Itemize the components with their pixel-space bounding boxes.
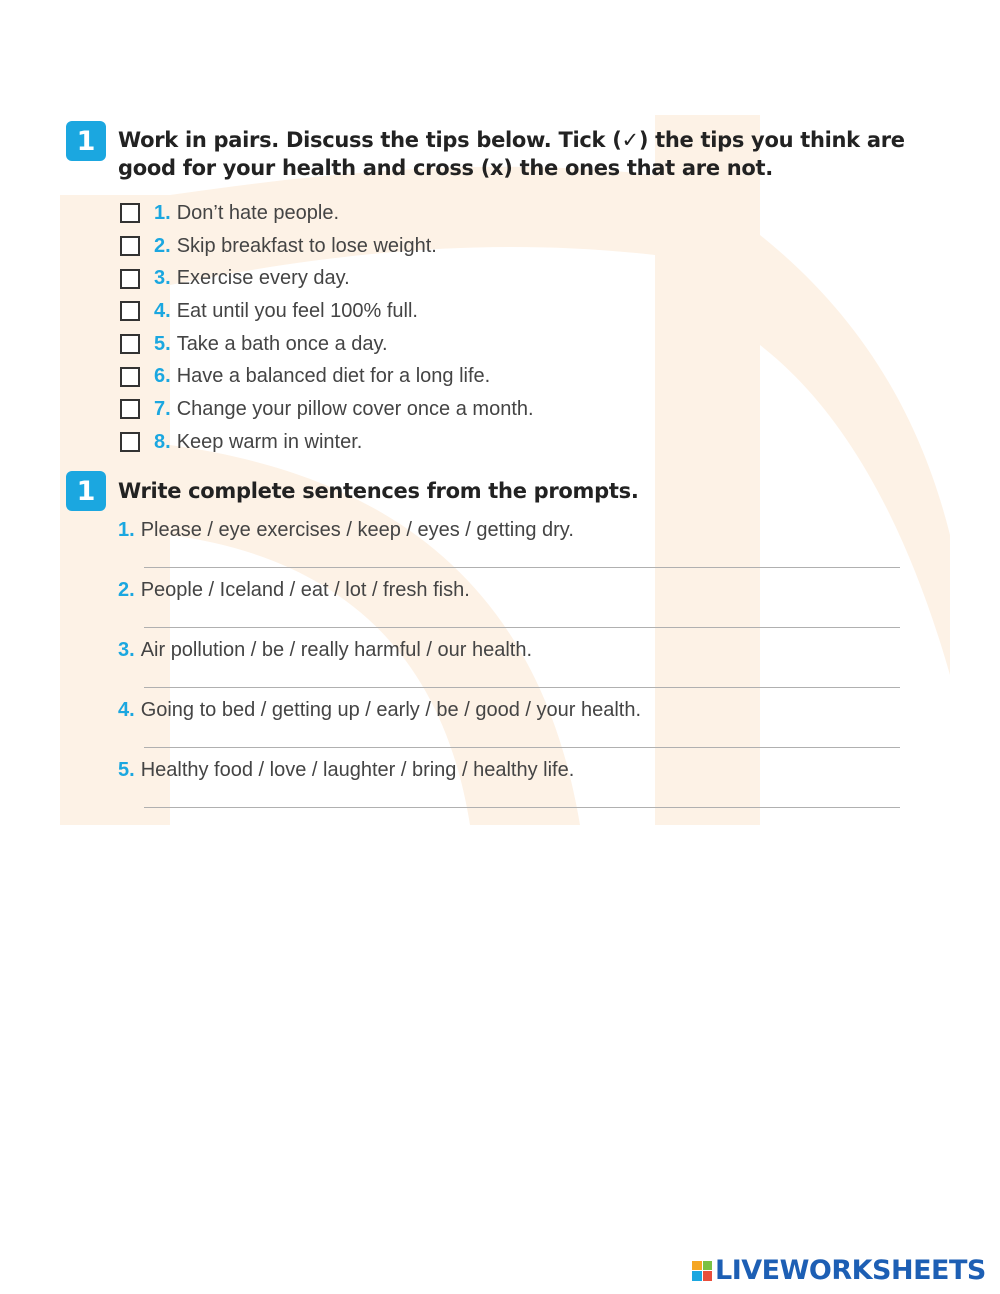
tip-number: 6. — [154, 365, 171, 388]
tip-item — [120, 426, 534, 459]
prompt-number: 4. — [118, 699, 135, 721]
prompt-text — [118, 755, 641, 785]
liveworksheets-logo — [692, 1255, 986, 1286]
tip-item — [120, 360, 534, 393]
prompt-words: Healthy food / love / laughter / bring / healthy life. — [140, 759, 575, 781]
prompt-words: Please / eye exercises / keep / eyes / getting dry. — [140, 519, 574, 541]
tip-item — [120, 393, 534, 426]
prompt-number: 3. — [118, 639, 135, 661]
tip-number: 3. — [154, 267, 171, 290]
tip-number: 8. — [154, 430, 171, 453]
tip-number: 2. — [154, 234, 171, 257]
answer-input[interactable] — [144, 747, 900, 748]
prompt-item — [118, 635, 641, 695]
tip-checkbox[interactable] — [120, 236, 140, 256]
prompt-item — [118, 695, 641, 755]
tip-checkbox[interactable] — [120, 432, 140, 452]
answer-input[interactable] — [144, 627, 900, 628]
tip-item — [120, 197, 534, 230]
tip-text: Keep warm in winter. — [176, 430, 363, 453]
prompt-item — [118, 515, 641, 575]
tip-item — [120, 230, 534, 263]
tip-item — [120, 295, 534, 328]
tip-text: Change your pillow cover once a month. — [176, 397, 534, 420]
tip-checkbox[interactable] — [120, 301, 140, 321]
tip-text: Exercise every day. — [176, 267, 350, 290]
tip-checkbox[interactable] — [120, 203, 140, 223]
prompt-text — [118, 695, 641, 725]
prompt-text — [118, 575, 641, 605]
answer-input[interactable] — [144, 807, 900, 808]
prompt-text — [118, 515, 641, 545]
tip-number: 5. — [154, 332, 171, 355]
prompt-words: Going to bed / getting up / early / be / good / your health. — [140, 699, 642, 721]
answer-input[interactable] — [144, 687, 900, 688]
prompt-item — [118, 575, 641, 635]
tip-checkbox[interactable] — [120, 367, 140, 387]
prompt-words: People / Iceland / eat / lot / fresh fish. — [140, 579, 470, 601]
prompt-number: 1. — [118, 519, 135, 541]
prompt-number: 2. — [118, 579, 135, 601]
tip-number: 4. — [154, 299, 171, 322]
tip-text: Take a bath once a day. — [176, 332, 388, 355]
tip-item — [120, 262, 534, 295]
tip-text: Have a balanced diet for a long life. — [176, 365, 491, 388]
exercise-instruction: Write complete sentences from the prompts. — [118, 479, 639, 503]
prompt-text — [118, 635, 641, 665]
exercise-instruction: Work in pairs. Discuss the tips below. Tick (✓) the tips you think are good for your health and cross (x) the ones that are not. — [118, 128, 905, 180]
tip-text: Skip breakfast to lose weight. — [176, 234, 437, 257]
logo-text: LIVEWORKSHEETS — [715, 1255, 986, 1286]
tip-text: Don’t hate people. — [176, 201, 340, 224]
answer-input[interactable] — [144, 567, 900, 568]
prompt-words: Air pollution / be / really harmful / our health. — [140, 639, 532, 661]
tip-checkbox[interactable] — [120, 334, 140, 354]
tip-number: 1. — [154, 201, 171, 224]
tip-checkbox[interactable] — [120, 269, 140, 289]
tips-list — [120, 197, 534, 459]
prompts-list — [118, 515, 641, 815]
exercise-number-badge: 1 — [66, 471, 106, 511]
tip-item — [120, 328, 534, 361]
prompt-number: 5. — [118, 759, 135, 781]
exercise-number-badge: 1 — [66, 121, 106, 161]
tip-number: 7. — [154, 397, 171, 420]
tip-checkbox[interactable] — [120, 399, 140, 419]
tip-text: Eat until you feel 100% full. — [176, 299, 418, 322]
prompt-item — [118, 755, 641, 815]
logo-mark-icon — [692, 1261, 712, 1281]
